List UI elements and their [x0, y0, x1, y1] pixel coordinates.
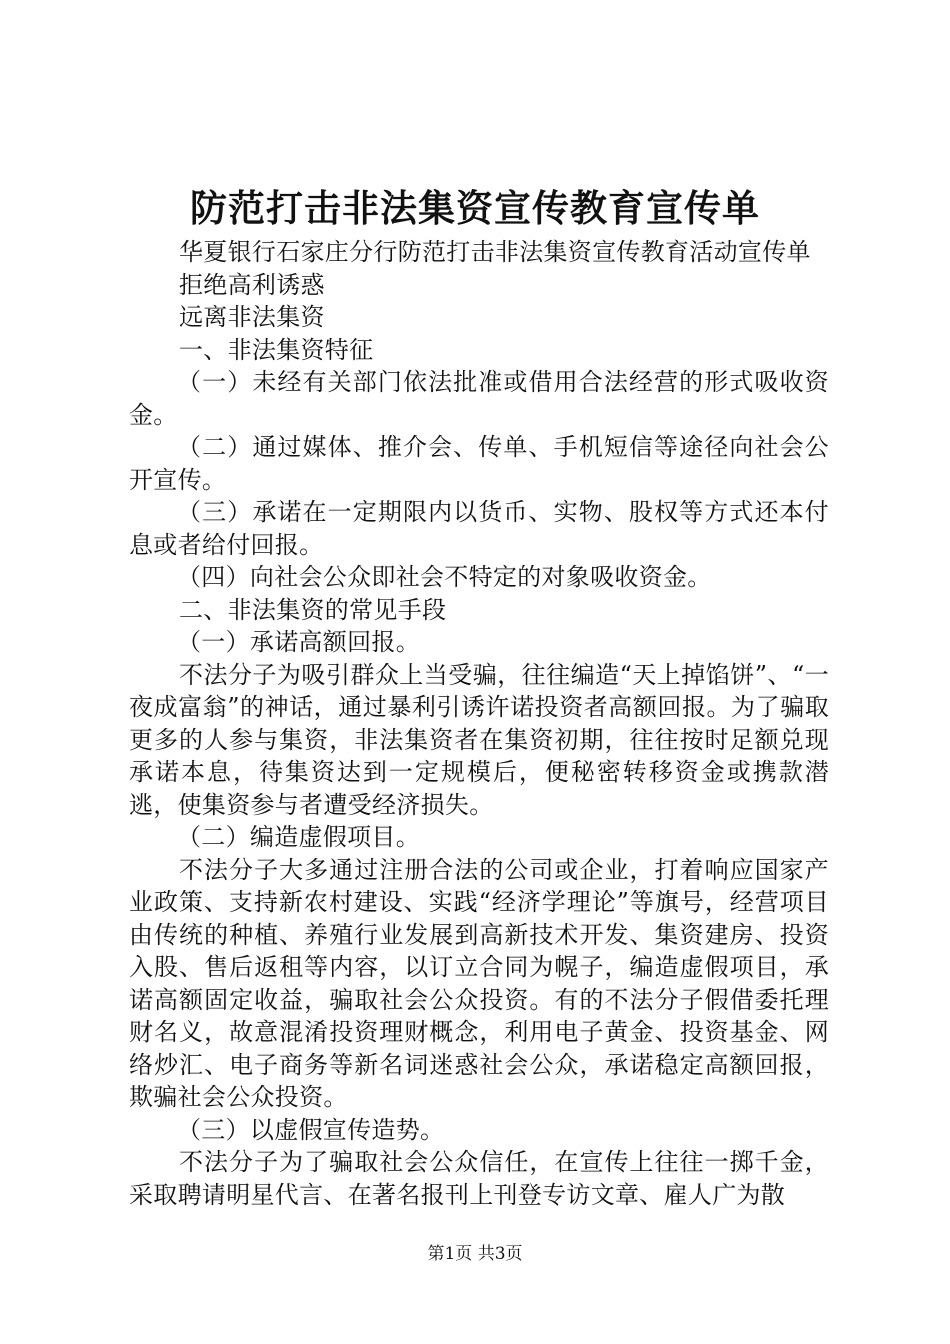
method-paragraph-2: 不法分子大多通过注册合法的公司或企业，打着响应国家产业政策、支持新农村建设、实践“经济学理论”等旗号，经营项目由传统的种植、养殖行业发展到高新技术开发、集资建房、投资入股、售后返租等内容，以订立合同为幌子，编造虚假项目，承诺高额固定收益，骗取社会公众投资。有的不法分子假借委托理财名义，故意混淆投资理财概念，利用电子黄金、投资基金、网络炒汇、电子商务等新名词迷惑社会公众，承诺稳定高额回报，欺骗社会公众投资。 — [129, 855, 829, 1111]
paragraph-slogan-2: 远离非法集资 — [179, 303, 325, 331]
method-heading-3: （三）以虚假宣传造势。 — [177, 1115, 445, 1144]
paragraph-slogan-1: 拒绝高利诱惑 — [179, 270, 325, 299]
method-paragraph-3: 不法分子为了骗取社会公众信任，在宣传上往往一掷千金，采取聘请明星代言、在著名报刊上刊登专访文章、雇人广为散 — [129, 1148, 829, 1209]
feature-item-1: （一）未经有关部门依法批准或借用合法经营的形式吸收资金。 — [129, 368, 829, 429]
feature-item-4: （四）向社会公众即社会不特定的对象吸收资金。 — [177, 563, 712, 591]
method-paragraph-1: 不法分子为吸引群众上当受骗，往往编造“天上掉馅饼”、“一夜成富翁”的神话，通过暴利引诱许诺投资者高额回报。为了骗取更多的人参与集资，非法集资者在集资初期，往往按时足额兑现承诺本息，待集资达到一定规模后，便秘密转移资金或携款潜逃，使集资参与者遭受经济损失。 — [129, 660, 829, 819]
document-body — [129, 236, 829, 1211]
section-heading-1: 一、非法集资特征 — [179, 335, 374, 364]
feature-item-3: （三）承诺在一定期限内以货币、实物、股权等方式还本付息或者给付回报。 — [129, 498, 829, 559]
page-footer: 第1页 共3页 — [427, 1244, 523, 1264]
document-title: 防范打击非法集资宣传教育宣传单 — [190, 186, 760, 230]
method-heading-2: （二）编造虚假项目。 — [177, 823, 420, 851]
section-heading-2: 二、非法集资的常见手段 — [179, 595, 447, 624]
method-heading-1: （一）承诺高额回报。 — [177, 628, 420, 656]
feature-item-2: （二）通过媒体、推介会、传单、手机短信等途径向社会公开宣传。 — [129, 433, 829, 494]
paragraph-subtitle: 华夏银行石家庄分行防范打击非法集资宣传教育活动宣传单 — [179, 238, 811, 266]
